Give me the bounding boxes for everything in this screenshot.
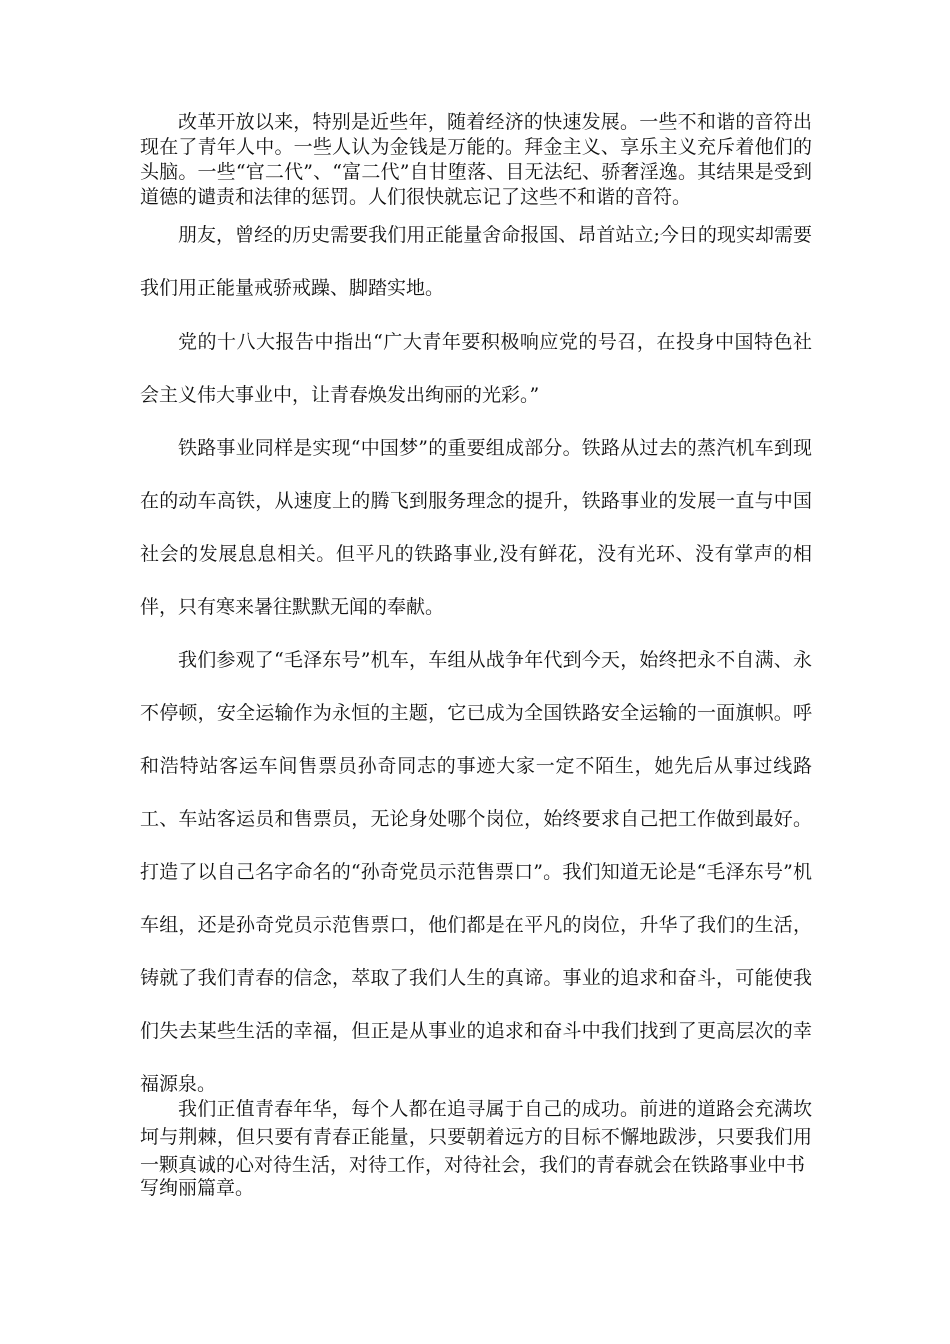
paragraph-railway: 铁路事业同样是实现“中国梦”的重要组成部分。铁路从过去的蒸汽机车到现在的动车高铁，从速度上的腾飞到服务理念的提升，铁路事业的发展一直与中国社会的发展息息相关。但平凡的铁路事业,没有鲜花，没有光环、没有掌声的相伴，只有寒来暑往默默无闻的奉献。 bbox=[140, 437, 812, 618]
paragraph-report: 党的十八大报告中指出“广大青年要积极响应党的号召，在投身中国特色社会主义伟大事业中，让青春焕发出绚丽的光彩。” bbox=[140, 331, 812, 406]
paragraph-friends: 朋友，曾经的历史需要我们用正能量舍命报国、昂首站立;今日的现实却需要我们用正能量戒骄戒躁、脚踏实地。 bbox=[140, 224, 812, 299]
paragraph-examples: 我们参观了“毛泽东号”机车，车组从战争年代到今天，始终把永不自满、永不停顿，安全运输作为永恒的主题，它已成为全国铁路安全运输的一面旗帜。呼和浩特站客运车间售票员孙奇同志的事迹大家一定不陌生，她先后从事过线路工、车站客运员和售票员，无论身处哪个岗位，始终要求自己把工作做到最好。打造了以自己名字命名的“孙奇党员示范售票口”。我们知道无论是“毛泽东号”机车组，还是孙奇党员示范售票口，他们都是在平凡的岗位，升华了我们的生活，铸就了我们青春的信念，萃取了我们人生的真谛。事业的追求和奋斗，可能使我们失去某些生活的幸福，但正是从事业的追求和奋斗中我们找到了更高层次的幸福源泉。 bbox=[140, 649, 812, 1095]
paragraph-youth: 我们正值青春年华，每个人都在追寻属于自己的成功。前进的道路会充满坎坷与荆棘，但只要有青春正能量，只要朝着远方的目标不懈地跋涉，只要我们用一颗真诚的心对待生活，对待工作，对待社会，我们的青春就会在铁路事业中书 bbox=[140, 1098, 812, 1176]
paragraph-intro: 改革开放以来，特别是近些年，随着经济的快速发展。一些不和谐的音符出现在了青年人中。一些人认为金钱是万能的。拜金主义、享乐主义充斥着他们的头脑。一些“官二代”、“富二代”自甘堕落、目无法纪、骄奢淫逸。其结果是受到道德的谴责和法律的惩罚。人们很快就忘记了这些不和谐的音符。 bbox=[140, 111, 812, 208]
paragraph-closing: 写绚丽篇章。 bbox=[140, 1177, 255, 1199]
